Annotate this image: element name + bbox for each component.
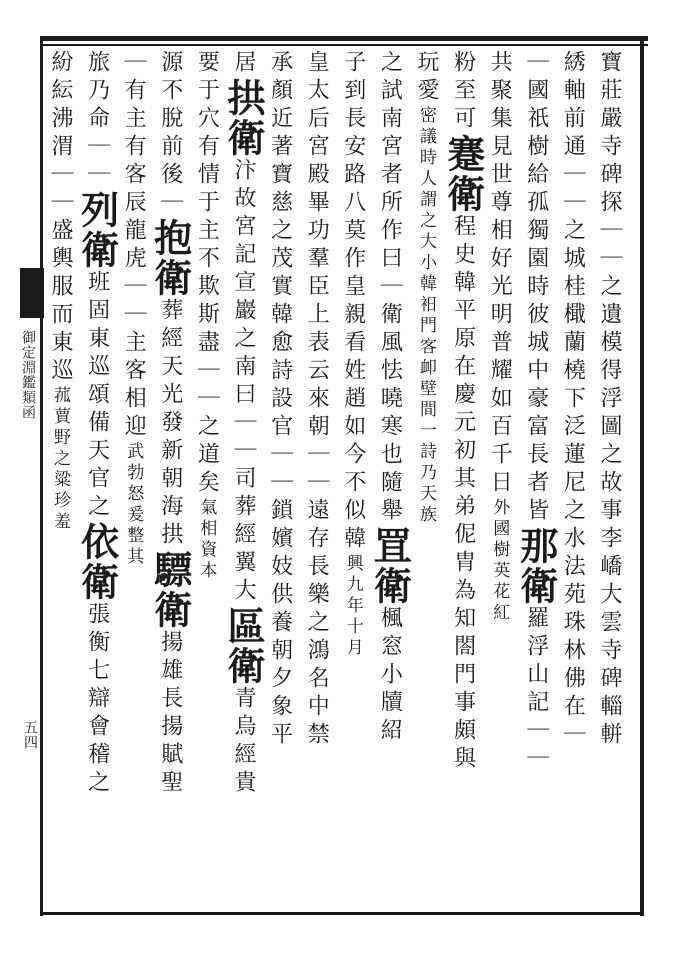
headword: 蹇衛 <box>440 134 486 214</box>
column-text: 葬經天光發新朝海拱 <box>157 298 183 550</box>
column-text: 楓窓小牘紹 <box>377 606 403 746</box>
column-text: 張衡七辯會稽之 <box>84 602 110 798</box>
page-number: 五四 <box>22 720 38 750</box>
column-text: 共聚集見世尊相好光明普耀如百千日 <box>487 50 513 498</box>
text-column <box>513 50 559 910</box>
column-text: 之試南宮者所作曰｜衛風怯曉寒也隨舉 <box>377 50 403 526</box>
text-column <box>553 50 591 910</box>
headword: 列衛 <box>74 190 120 270</box>
column-text: 源不脫前後｜ <box>157 50 183 218</box>
text-column <box>297 50 335 910</box>
headword: 罝衛 <box>367 526 413 606</box>
annotation-text: 氣相資本 <box>196 498 217 582</box>
text-column <box>74 50 120 910</box>
headword: 抱衛 <box>147 218 193 298</box>
text-column <box>261 50 299 910</box>
annotation-text: 菰蕒野之粱珍羞 <box>50 386 70 533</box>
headword: 拱衛 <box>221 78 266 158</box>
headword: 區衛 <box>221 606 266 686</box>
right-border <box>640 36 644 916</box>
column-text: 要于穴有情于主不欺斯盡｜｜之道矣 <box>194 50 220 498</box>
column-text: 辰龍虎｜｜主客相迎 <box>121 190 147 442</box>
headword: 那衛 <box>513 526 559 606</box>
column-text: 程史韓平原在慶元初其弟伲胄為知閤門事頗與 <box>450 214 476 774</box>
column-text: ｜有主有客 <box>121 50 147 190</box>
text-column <box>480 50 518 910</box>
column-text: 青烏經貴 <box>231 686 256 798</box>
annotation-text: 興九年十月 <box>342 554 363 659</box>
text-column <box>221 50 266 910</box>
text-column <box>367 50 413 910</box>
column-text: 子到長安路八莫作皇親看姓趙如今不似韓 <box>340 50 366 554</box>
column-text: ｜國祇樹給孤獨園時彼城中豪富長者皆 <box>523 50 549 526</box>
column-text: 綉軸前通｜｜之城桂檝蘭橈下泛蓮尼之水法苑珠林佛在｜ <box>560 50 586 750</box>
column-text: 寶莊嚴寺碑探｜｜之遺模得浮圖之故事李嶠大雲寺碑輜軿 <box>597 50 622 750</box>
headword: 依衛 <box>74 522 120 602</box>
text-column <box>41 50 79 910</box>
text-column <box>590 50 628 910</box>
annotation-text: 武勃怒爰整其 <box>123 442 144 568</box>
annotation-text: 外國樹英花紅 <box>489 498 510 624</box>
headword: 驃衛 <box>147 550 193 630</box>
column-text: 班固東巡頌備天官之 <box>84 270 110 522</box>
column-text: 羅浮山記｜｜ <box>523 606 549 774</box>
text-column <box>114 50 152 910</box>
column-text: 居 <box>231 50 256 78</box>
text-column <box>334 50 372 910</box>
text-column <box>407 50 445 910</box>
top-border-inner <box>40 44 648 46</box>
column-text: 皇太后宮殿畢功羣臣上表云來朝｜｜遠存長樂之鴻名中禁 <box>304 50 330 750</box>
text-column <box>147 50 193 910</box>
column-text: 揚雄長揚賦聖 <box>157 630 183 798</box>
top-border <box>40 36 648 41</box>
column-text: 汴故宮記宣巖之南曰｜｜司葬經翼大 <box>231 158 256 606</box>
text-column <box>440 50 486 910</box>
column-text: 紛紜沸渭 <box>48 50 73 162</box>
annotation-text: 密議時人謂之大小韓衵門客卹壁間一詩乃天族 <box>416 106 436 526</box>
column-text: ｜｜盛輿服而東巡 <box>48 162 73 386</box>
text-column <box>187 50 225 910</box>
column-text: 承顏近著寶慈之茂實韓愈詩設官｜｜鎖嬪妓供養朝夕象平 <box>267 50 293 750</box>
column-text: 玩愛 <box>414 50 439 106</box>
bottom-border <box>40 912 644 915</box>
margin-title: 御定淵鑑類函 <box>20 330 36 420</box>
column-text: 旅乃命｜｜ <box>84 50 110 190</box>
column-text: 粉至可 <box>450 50 476 134</box>
